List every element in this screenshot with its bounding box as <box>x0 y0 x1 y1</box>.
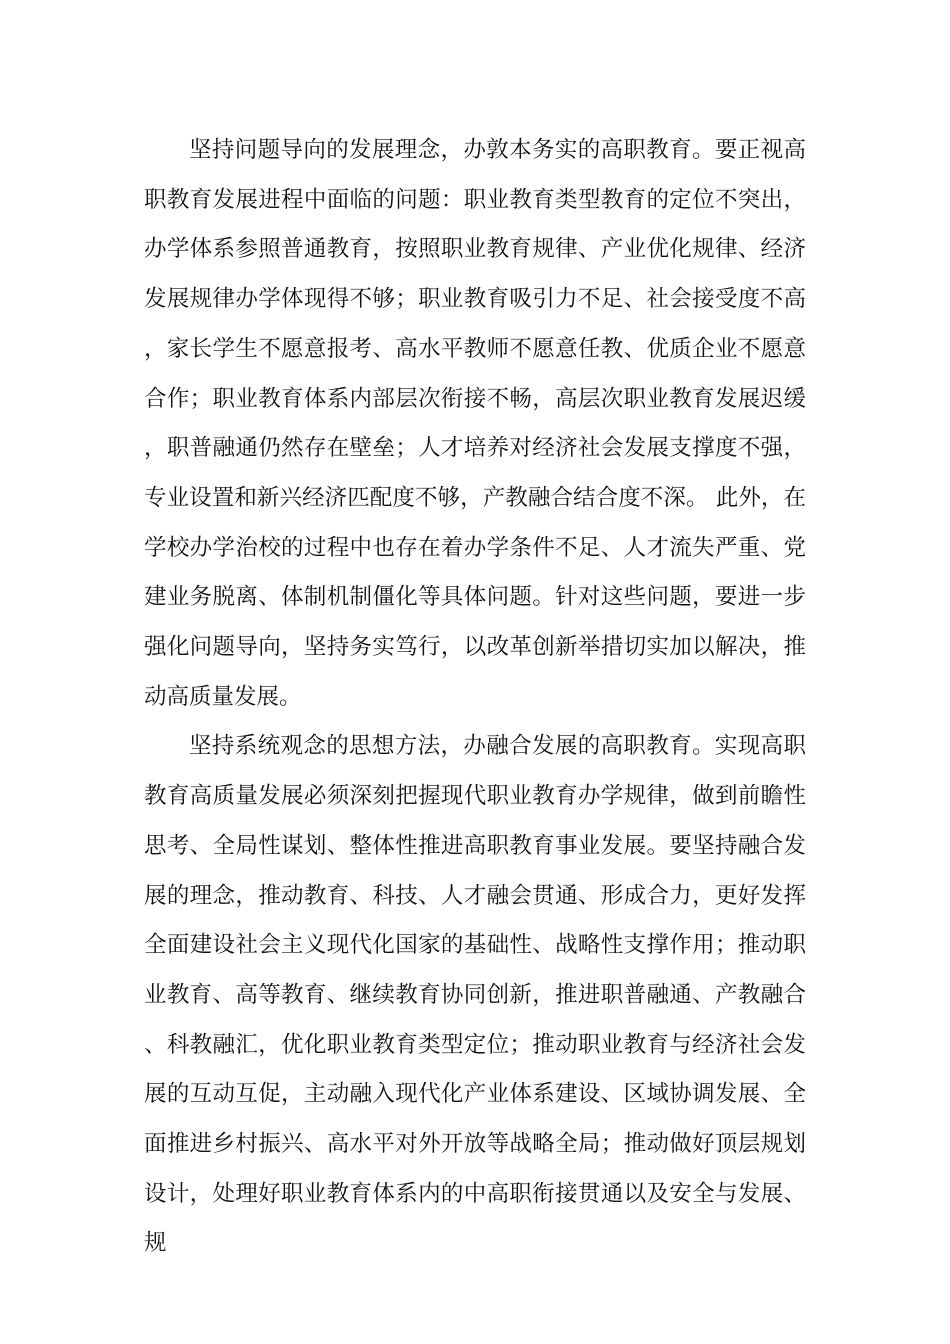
paragraph-systems-thinking: 坚持系统观念的思想方法，办融合发展的高职教育。实现高职教育高质量发展必须深刻把握现代职业教育办学规律，做到前瞻性思考、全局性谋划、整体性推进高职教育事业发展。要坚持融合发展的理念，推动教育、科技、人才融会贯通、形成合力，更好发挥全面建设社会主义现代化国家的基础性、战略性支撑作用；推动职业教育、高等教育、继续教育协同创新，推进职普融通、产教融合、科教融汇，优化职业教育类型定位；推动职业教育与经济社会发展的互动互促，主动融入现代化产业体系建设、区域协调发展、全面推进乡村振兴、高水平对外开放等战略全局；推动做好顶层规划设计，处理好职业教育体系内的中高职衔接贯通以及安全与发展、规 <box>144 733 806 1257</box>
document-body <box>144 126 806 1269</box>
paragraph-problem-oriented: 坚持问题导向的发展理念，办敦本务实的高职教育。要正视高职教育发展进程中面临的问题：职业教育类型教育的定位不突出，办学体系参照普通教育，按照职业教育规律、产业优化规律、经济发展规律办学体现得不够；职业教育吸引力不足、社会接受度不高，家长学生不愿意报考、高水平教师不愿意任教、优质企业不愿意合作；职业教育体系内部层次衔接不畅，高层次职业教育发展迟缓，职普融通仍然存在壁垒；人才培养对经济社会发展支撑度不强，专业设置和新兴经济匹配度不够，产教融合结合度不深。 此外，在学校办学治校的过程中也存在着办学条件不足、人才流失严重、党建业务脱离、体制机制僵化等具体问题。针对这些问题，要进一步强化问题导向，坚持务实笃行，以改革创新举措切实加以解决，推动高质量发展。 <box>144 137 806 710</box>
